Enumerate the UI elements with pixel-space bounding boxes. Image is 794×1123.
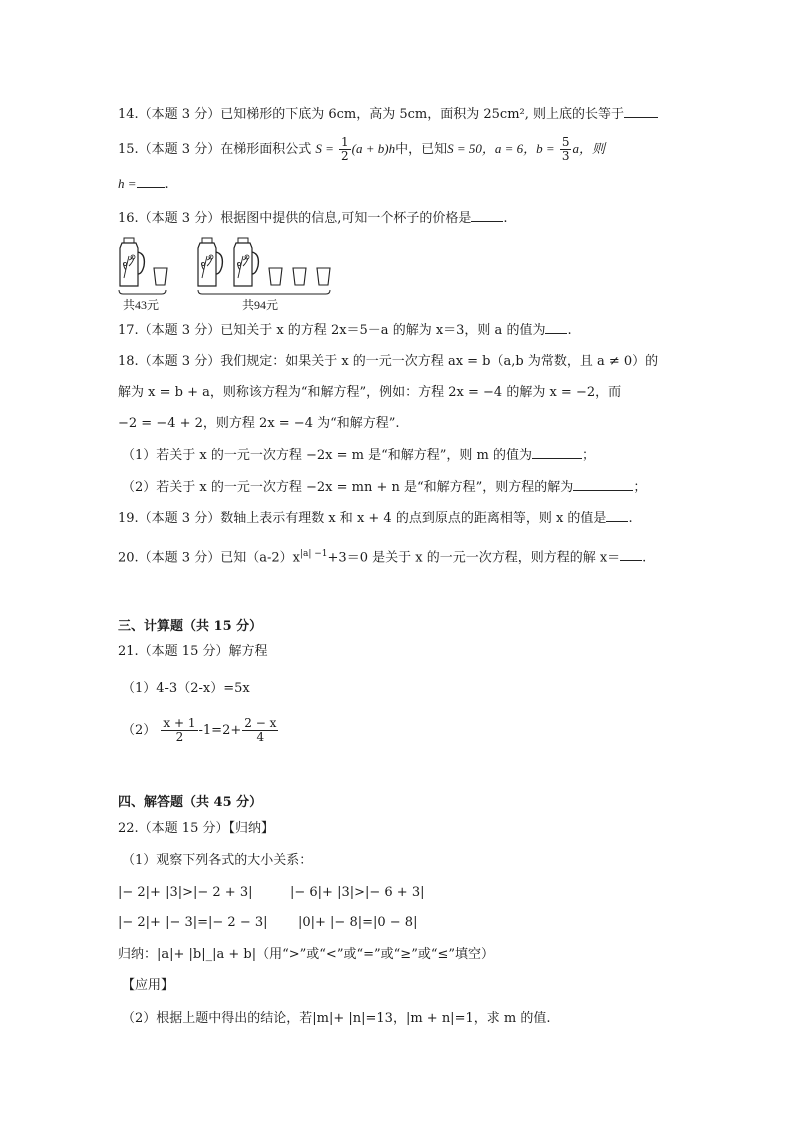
- q15-frac-num: 1: [341, 135, 349, 149]
- q15-mid: 中，已知: [395, 142, 448, 157]
- equality-2a: |− 2|+ |− 3|=|− 2 − 3|: [118, 915, 268, 930]
- q14-answer-blank: [624, 105, 658, 118]
- q18-sub2-end: ；: [633, 480, 647, 495]
- q21-frac1-num: x + 1: [163, 716, 196, 730]
- q20-answer-blank: [620, 548, 642, 561]
- q15-b-den: 3: [561, 149, 570, 163]
- question-22-sub1: （1）观察下列各式的大小关系：: [122, 853, 313, 868]
- thermos-cups-illustration: [116, 232, 346, 316]
- q15-b-fraction: [560, 136, 572, 163]
- question-18-sub1: [122, 446, 595, 465]
- q16-answer-blank: [471, 209, 503, 222]
- q15-cond2: ，a = 6，b =: [481, 141, 555, 156]
- q18-sub2-text: （2）若关于 x 的一元一次方程 −2x = mn + n 是“和解方程”，则方程的解为: [122, 480, 574, 495]
- q18-sub1-end: ；: [582, 448, 596, 463]
- q15-formula-s: S =: [315, 141, 334, 156]
- q15-h: h =: [118, 176, 137, 191]
- question-18-line3: −2 = −4 + 2，则方程 2x = −4 为“和解方程”.: [118, 416, 400, 431]
- q15-formula-rest: (a + b)h: [351, 141, 396, 156]
- q21-frac2-den: 4: [256, 730, 265, 744]
- question-21: 21.（本题 15 分）解方程: [118, 644, 268, 659]
- label-left: 共43元: [123, 298, 160, 312]
- question-14: [118, 105, 658, 124]
- question-22: 22.（本题 15 分）【归纳】: [118, 821, 274, 836]
- question-19: [118, 509, 633, 528]
- q15-cond1: S = 50: [447, 141, 482, 156]
- q17-text: 17.（本题 3 分）已知关于 x 的方程 2x＝5－a 的解为 x＝3，则 a 的值为: [118, 323, 546, 338]
- question-18-line1: 18.（本题 3 分）我们规定：如果关于 x 的一元一次方程 ax = b（a,b 为常数，且 a ≠ 0）的: [118, 354, 659, 369]
- question-18-line2: 解为 x = b + a，则称该方程为“和解方程”，例如：方程 2x = −4 的解为 x = −2，而: [118, 385, 622, 400]
- q15-frac-den: 2: [341, 149, 349, 163]
- thermos-cups-figure: [116, 232, 346, 316]
- q15-answer-blank: [137, 175, 165, 188]
- q19-text: 19.（本题 3 分）数轴上表示有理数 x 和 x + 4 的点到原点的距离相等，则 x 的值是: [118, 511, 607, 526]
- q21-frac2: [242, 717, 278, 744]
- q18-sub1-text: （1）若关于 x 的一元一次方程 −2x = m 是“和解方程”，则 m 的值为: [122, 448, 532, 463]
- question-15-line2: h = .: [118, 176, 169, 192]
- question-18-sub2: [122, 478, 646, 497]
- question-21-sub2: [122, 717, 279, 744]
- question-22-sub2: （2）根据上题中得出的结论，若|m|+ |n|=13，|m + n|=1，求 m 的值.: [122, 1011, 551, 1026]
- q21-frac2-num: 2 − x: [244, 716, 277, 730]
- inequality-1a: |− 2|+ |3|>|− 2 + 3|: [118, 885, 253, 900]
- q21-sub2-label: （2）: [122, 723, 157, 738]
- q21-frac1: [161, 717, 197, 744]
- equality-2b: |0|+ |− 8|=|0 − 8|: [298, 915, 418, 930]
- cup-right-1: [269, 268, 282, 285]
- cup-right-2: [293, 268, 306, 285]
- q18-sub2-blank: [573, 478, 633, 491]
- q15-half-fraction: [339, 136, 351, 163]
- question-22-apply: 【应用】: [122, 978, 175, 993]
- q14-text: 14.（本题 3 分）已知梯形的下底为 6cm，高为 5cm，面积为 25cm², 则上底的长等于: [118, 107, 624, 122]
- label-right: 共94元: [242, 298, 279, 312]
- section-3-title: 三、计算题（共 15 分）: [118, 619, 263, 634]
- q21-mid: -1=2+: [198, 723, 242, 738]
- q20-exponent: |a| −1: [299, 549, 328, 559]
- q16-text: 16.（本题 3 分）根据图中提供的信息,可知一个杯子的价格是: [118, 211, 472, 226]
- q19-answer-blank: [606, 509, 628, 522]
- cup-right-3: [317, 268, 330, 285]
- brace-right: [198, 290, 330, 294]
- q15-pre: 15.（本题 3 分）在梯形面积公式: [118, 142, 312, 157]
- question-21-sub1: （1）4-3（2-x）=5x: [122, 681, 250, 696]
- question-20: [118, 545, 646, 567]
- q20-end: .: [642, 550, 647, 566]
- q20-pre: 20.（本题 3 分）已知（a-2）x: [118, 550, 300, 566]
- question-22-conclusion: 归纳：|a|+ |b|_|a + b|（用“>”或“<”或“=”或“≥”或“≤”填空）: [118, 947, 495, 962]
- thermos-right-2: [234, 238, 258, 286]
- q15-b-num: 5: [561, 135, 570, 149]
- q20-post: +3＝0 是关于 x 的一元一次方程，则方程的解 x＝: [327, 550, 621, 566]
- cup-left: [154, 268, 167, 285]
- q18-sub1-blank: [532, 446, 582, 459]
- question-17: [118, 321, 572, 340]
- section-4-title: 四、解答题（共 45 分）: [118, 795, 263, 810]
- question-15: [118, 136, 605, 163]
- q19-end: .: [628, 511, 633, 526]
- q21-frac1-den: 2: [175, 730, 184, 744]
- q17-end: .: [567, 323, 572, 338]
- q15-b-tail: a，则: [572, 141, 605, 156]
- question-16: 16.（本题 3 分）根据图中提供的信息,可知一个杯子的价格是 .: [118, 211, 508, 226]
- thermos-left: [120, 238, 144, 286]
- q17-answer-blank: [545, 321, 567, 334]
- thermos-right-1: [198, 238, 222, 286]
- brace-left: [119, 290, 166, 294]
- inequality-1b: |− 6|+ |3|>|− 6 + 3|: [290, 885, 425, 900]
